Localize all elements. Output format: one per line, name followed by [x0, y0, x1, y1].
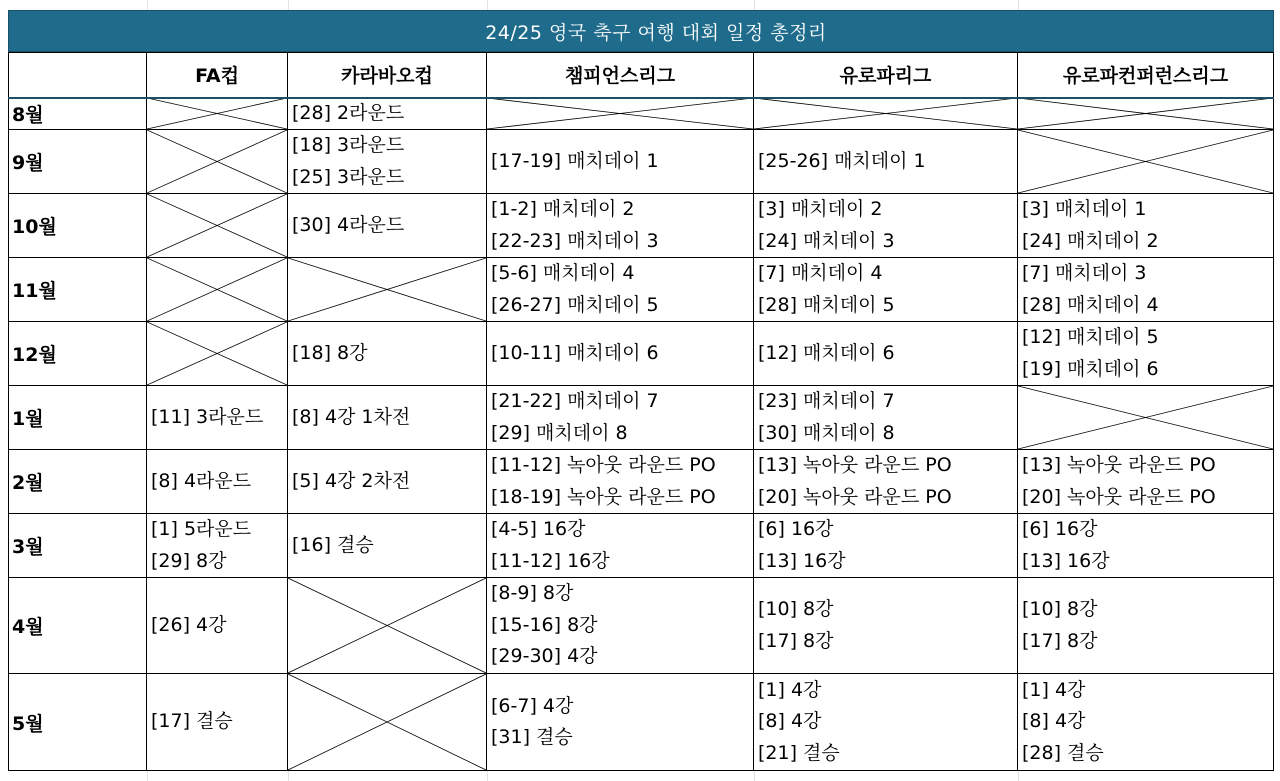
schedule-entry: [3] 매치데이 2 [758, 198, 883, 220]
schedule-entry: [4-5] 16강 [491, 518, 586, 540]
empty-crossed-cell[interactable] [288, 258, 487, 322]
empty-crossed-cell[interactable] [288, 578, 487, 674]
schedule-cell[interactable] [288, 514, 487, 578]
schedule-cell[interactable] [754, 194, 1018, 258]
schedule-entry: [28] 2라운드 [292, 101, 405, 124]
cross-mark-icon [147, 98, 287, 129]
schedule-entry: [17] 8강 [758, 629, 834, 652]
schedule-entry: [18] 8강 [292, 341, 368, 364]
schedule-entry: [1-2] 매치데이 2 [491, 198, 635, 220]
schedule-entry: [26-27] 매치데이 5 [491, 293, 659, 316]
schedule-entry: [28] 매치데이 5 [758, 293, 895, 316]
schedule-entry: [5] 4강 2차전 [292, 469, 411, 492]
schedule-entry: [26] 4강 [151, 613, 227, 636]
month-label: 8월 [12, 104, 44, 126]
schedule-entry: [13] 녹아웃 라운드 PO [758, 454, 952, 476]
schedule-cell[interactable] [147, 514, 288, 578]
column-header[interactable] [147, 52, 288, 98]
schedule-cell[interactable] [754, 674, 1018, 771]
schedule-entry: [8] 4강 1차전 [292, 405, 411, 428]
column-header-label: 유로파컨퍼런스리그 [1062, 65, 1229, 87]
schedule-cell[interactable] [288, 322, 487, 386]
schedule-entry: [10] 8강 [1022, 598, 1098, 620]
month-cell[interactable] [8, 386, 147, 450]
schedule-entry: [6] 16강 [758, 518, 834, 540]
schedule-entry: [5-6] 매치데이 4 [491, 262, 635, 284]
month-cell[interactable] [8, 98, 147, 130]
schedule-entry: [20] 녹아웃 라운드 PO [758, 485, 952, 508]
schedule-cell[interactable] [147, 578, 288, 674]
schedule-cell[interactable] [147, 450, 288, 514]
schedule-entry: [6-7] 4강 [491, 694, 574, 717]
empty-crossed-cell[interactable] [487, 98, 754, 130]
schedule-entry: [6] 16강 [1022, 518, 1098, 540]
schedule-entry: [7] 매치데이 3 [1022, 262, 1147, 284]
schedule-entry: [28] 매치데이 4 [1022, 293, 1159, 316]
schedule-entry: [8] 4강 [1022, 710, 1086, 733]
month-label: 5월 [12, 712, 44, 735]
empty-crossed-cell[interactable] [147, 322, 288, 386]
column-header[interactable] [288, 52, 487, 98]
schedule-entry: [30] 매치데이 8 [758, 421, 895, 444]
empty-crossed-cell[interactable] [147, 130, 288, 194]
schedule-entry: [30] 4라운드 [292, 213, 405, 236]
month-label: 9월 [12, 152, 44, 174]
schedule-cell[interactable] [147, 674, 288, 771]
cross-mark-icon [754, 98, 1017, 129]
schedule-entry: [25] 3라운드 [292, 165, 405, 188]
schedule-entry: [13] 녹아웃 라운드 PO [1022, 454, 1216, 476]
schedule-entry: [18-19] 녹아웃 라운드 PO [491, 485, 716, 508]
month-cell[interactable] [8, 258, 147, 322]
month-label: 2월 [12, 472, 44, 494]
schedule-entry: [20] 녹아웃 라운드 PO [1022, 485, 1216, 508]
schedule-entry: [21] 결승 [758, 741, 840, 764]
empty-crossed-cell[interactable] [754, 98, 1018, 130]
schedule-entry: [11-12] 16강 [491, 549, 610, 572]
schedule-entry: [24] 매치데이 3 [758, 229, 895, 252]
schedule-cell[interactable] [1018, 258, 1274, 322]
header-corner-cell[interactable] [8, 52, 147, 98]
schedule-entry: [23] 매치데이 7 [758, 390, 895, 412]
cross-mark-icon [147, 194, 287, 257]
schedule-entry: [8] 4강 [758, 710, 822, 733]
schedule-cell[interactable] [487, 194, 754, 258]
empty-crossed-cell[interactable] [147, 98, 288, 130]
cross-mark-icon [288, 258, 486, 321]
schedule-entry: [18] 3라운드 [292, 134, 405, 156]
schedule-cell[interactable] [754, 322, 1018, 386]
month-label: 3월 [12, 536, 44, 558]
schedule-entry: [10] 8강 [758, 598, 834, 620]
cross-mark-icon [288, 674, 486, 770]
schedule-entry: [15-16] 8강 [491, 613, 598, 636]
month-label: 12월 [12, 344, 57, 366]
month-cell[interactable] [8, 194, 147, 258]
column-header[interactable] [1018, 52, 1274, 98]
empty-crossed-cell[interactable] [147, 258, 288, 322]
schedule-entry: [7] 매치데이 4 [758, 262, 883, 284]
cross-mark-icon [288, 578, 486, 673]
schedule-cell[interactable] [754, 514, 1018, 578]
schedule-entry: [11-12] 녹아웃 라운드 PO [491, 454, 716, 476]
schedule-cell[interactable] [487, 258, 754, 322]
schedule-cell[interactable] [487, 674, 754, 771]
schedule-cell[interactable] [754, 450, 1018, 514]
schedule-cell[interactable] [288, 130, 487, 194]
schedule-cell[interactable] [1018, 674, 1274, 771]
schedule-cell[interactable] [1018, 194, 1274, 258]
month-cell[interactable] [8, 674, 147, 771]
month-label: 10월 [12, 216, 57, 238]
column-header-label: 유로파리그 [839, 65, 932, 87]
schedule-cell[interactable] [1018, 578, 1274, 674]
cross-mark-icon [147, 130, 287, 193]
header-divider [8, 97, 1274, 99]
column-header-label: FA컵 [195, 65, 239, 87]
column-header[interactable] [754, 52, 1018, 98]
schedule-entry: [8] 4라운드 [151, 469, 252, 492]
schedule-entry: [11] 3라운드 [151, 405, 264, 428]
schedule-cell[interactable] [487, 578, 754, 674]
schedule-cell[interactable] [754, 258, 1018, 322]
schedule-cell[interactable] [487, 514, 754, 578]
schedule-entry: [19] 매치데이 6 [1022, 357, 1159, 380]
month-cell[interactable] [8, 514, 147, 578]
cross-mark-icon [147, 258, 287, 321]
schedule-cell[interactable] [487, 450, 754, 514]
schedule-entry: [13] 16강 [1022, 549, 1110, 572]
schedule-entry: [17] 결승 [151, 710, 233, 733]
schedule-entry: [29] 매치데이 8 [491, 421, 628, 444]
column-header-label: 챔피언스리그 [564, 65, 676, 87]
month-label: 4월 [12, 616, 44, 638]
schedule-entry: [17] 8강 [1022, 629, 1098, 652]
schedule-cell[interactable] [487, 386, 754, 450]
schedule-cell[interactable] [288, 386, 487, 450]
schedule-entry: [17-19] 매치데이 1 [491, 149, 659, 172]
schedule-cell[interactable] [754, 578, 1018, 674]
title-banner [8, 10, 1274, 52]
schedule-entry: [8-9] 8강 [491, 582, 574, 605]
schedule-entry: [1] 4강 [1022, 678, 1086, 701]
cross-mark-icon [1018, 130, 1273, 193]
month-cell[interactable] [8, 578, 147, 674]
schedule-cell[interactable] [487, 322, 754, 386]
schedule-cell[interactable] [1018, 450, 1274, 514]
schedule-entry: [1] 4강 [758, 678, 822, 701]
month-cell[interactable] [8, 130, 147, 194]
empty-crossed-cell[interactable] [1018, 98, 1274, 130]
cross-mark-icon [1018, 98, 1273, 129]
schedule-cell[interactable] [147, 386, 288, 450]
schedule-cell[interactable] [1018, 322, 1274, 386]
schedule-entry: [29] 8강 [151, 549, 227, 572]
empty-crossed-cell[interactable] [1018, 386, 1274, 450]
month-cell[interactable] [8, 322, 147, 386]
empty-crossed-cell[interactable] [288, 674, 487, 771]
cross-mark-icon [147, 322, 287, 385]
schedule-entry: [12] 매치데이 5 [1022, 326, 1159, 348]
schedule-cell[interactable] [288, 194, 487, 258]
schedule-cell[interactable] [487, 130, 754, 194]
schedule-entry: [10-11] 매치데이 6 [491, 341, 659, 364]
schedule-entry: [25-26] 매치데이 1 [758, 149, 926, 172]
schedule-cell[interactable] [288, 450, 487, 514]
column-header-label: 카라바오컵 [341, 65, 433, 87]
schedule-cell[interactable] [1018, 514, 1274, 578]
schedule-entry: [28] 결승 [1022, 741, 1104, 764]
cross-mark-icon [1018, 386, 1273, 449]
schedule-cell[interactable] [754, 130, 1018, 194]
schedule-entry: [12] 매치데이 6 [758, 341, 895, 364]
month-label: 1월 [12, 408, 44, 430]
cross-mark-icon [487, 98, 753, 129]
schedule-entry: [3] 매치데이 1 [1022, 198, 1147, 220]
schedule-entry: [1] 5라운드 [151, 518, 252, 540]
month-label: 11월 [12, 280, 57, 302]
page-title: 24/25 영국 축구 여행 대회 일정 총정리 [485, 21, 827, 44]
schedule-entry: [22-23] 매치데이 3 [491, 229, 659, 252]
schedule-cell[interactable] [288, 98, 487, 130]
schedule-entry: [31] 결승 [491, 726, 573, 748]
schedule-entry: [21-22] 매치데이 7 [491, 390, 659, 412]
schedule-entry: [16] 결승 [292, 533, 374, 556]
schedule-entry: [13] 16강 [758, 549, 846, 572]
empty-crossed-cell[interactable] [147, 194, 288, 258]
schedule-entry: [24] 매치데이 2 [1022, 229, 1159, 252]
month-cell[interactable] [8, 450, 147, 514]
empty-crossed-cell[interactable] [1018, 130, 1274, 194]
column-header[interactable] [487, 52, 754, 98]
schedule-entry: [29-30] 4강 [491, 645, 598, 668]
schedule-cell[interactable] [754, 386, 1018, 450]
